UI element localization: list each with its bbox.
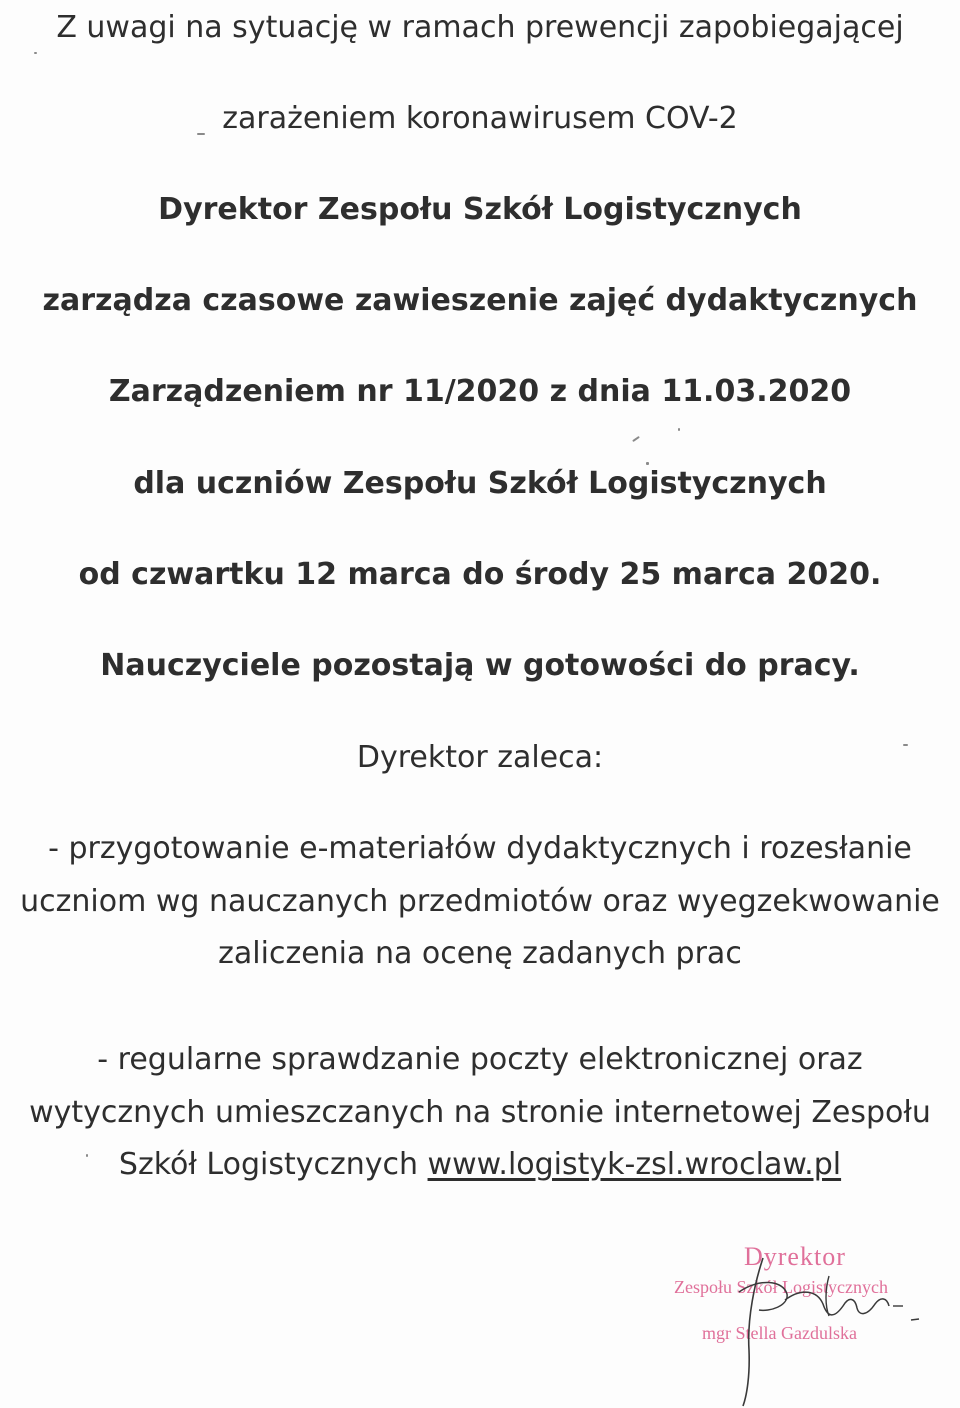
recommendation-2-line-1: - regularne sprawdzanie poczty elektronicznej oraz <box>97 1042 863 1077</box>
recommendations-heading: Dyrektor zaleca: <box>356 740 604 775</box>
decision-text: zarządza czasowe zawieszenie zajęć dydaktycznych <box>42 283 918 318</box>
audience-text: dla uczniów Zespołu Szkół Logistycznych <box>133 466 827 501</box>
handwritten-signature <box>725 1250 925 1408</box>
stamp-title: Dyrektor <box>744 1242 846 1271</box>
scan-speck <box>678 428 680 431</box>
recommendation-2-line-3 <box>0 1139 960 1191</box>
scan-speck <box>86 1154 88 1157</box>
recommendation-1-line-3: zaliczenia na ocenę zadanych prac <box>218 936 742 971</box>
website-link[interactable]: www.logistyk-zsl.wroclaw.pl <box>427 1147 842 1182</box>
suspension-period: od czwartku 12 marca do środy 25 marca 2020. <box>78 557 882 592</box>
stamp-school: Zespołu Szkół Logistycznych <box>674 1277 888 1297</box>
scan-speck <box>632 436 640 442</box>
authority-heading: Dyrektor Zespołu Szkół Logistycznych <box>158 192 802 227</box>
scan-speck <box>903 744 908 746</box>
scan-speck <box>646 462 649 465</box>
recommendation-1-line-2: uczniom wg nauczanych przedmiotów oraz wyegzekwowanie <box>20 884 940 919</box>
intro-line-1: Z uwagi na sytuację w ramach prewencji zapobiegającej <box>56 10 904 45</box>
order-reference: Zarządzeniem nr 11/2020 z dnia 11.03.2020 <box>108 374 852 409</box>
intro-line-2: zarażeniem koronawirusem COV-2 <box>222 101 738 136</box>
recommendation-2-text: Szkół Logistycznych <box>118 1147 428 1182</box>
stamp-name: mgr Stella Gazdulska <box>702 1323 857 1343</box>
scan-speck <box>34 52 37 54</box>
teachers-note: Nauczyciele pozostają w gotowości do pracy. <box>100 648 860 683</box>
recommendation-1-line-1: - przygotowanie e-materiałów dydaktycznych i rozesłanie <box>48 831 912 866</box>
recommendation-2-line-2: wytycznych umieszczanych na stronie internetowej Zespołu <box>29 1095 931 1130</box>
scan-speck <box>197 133 205 135</box>
